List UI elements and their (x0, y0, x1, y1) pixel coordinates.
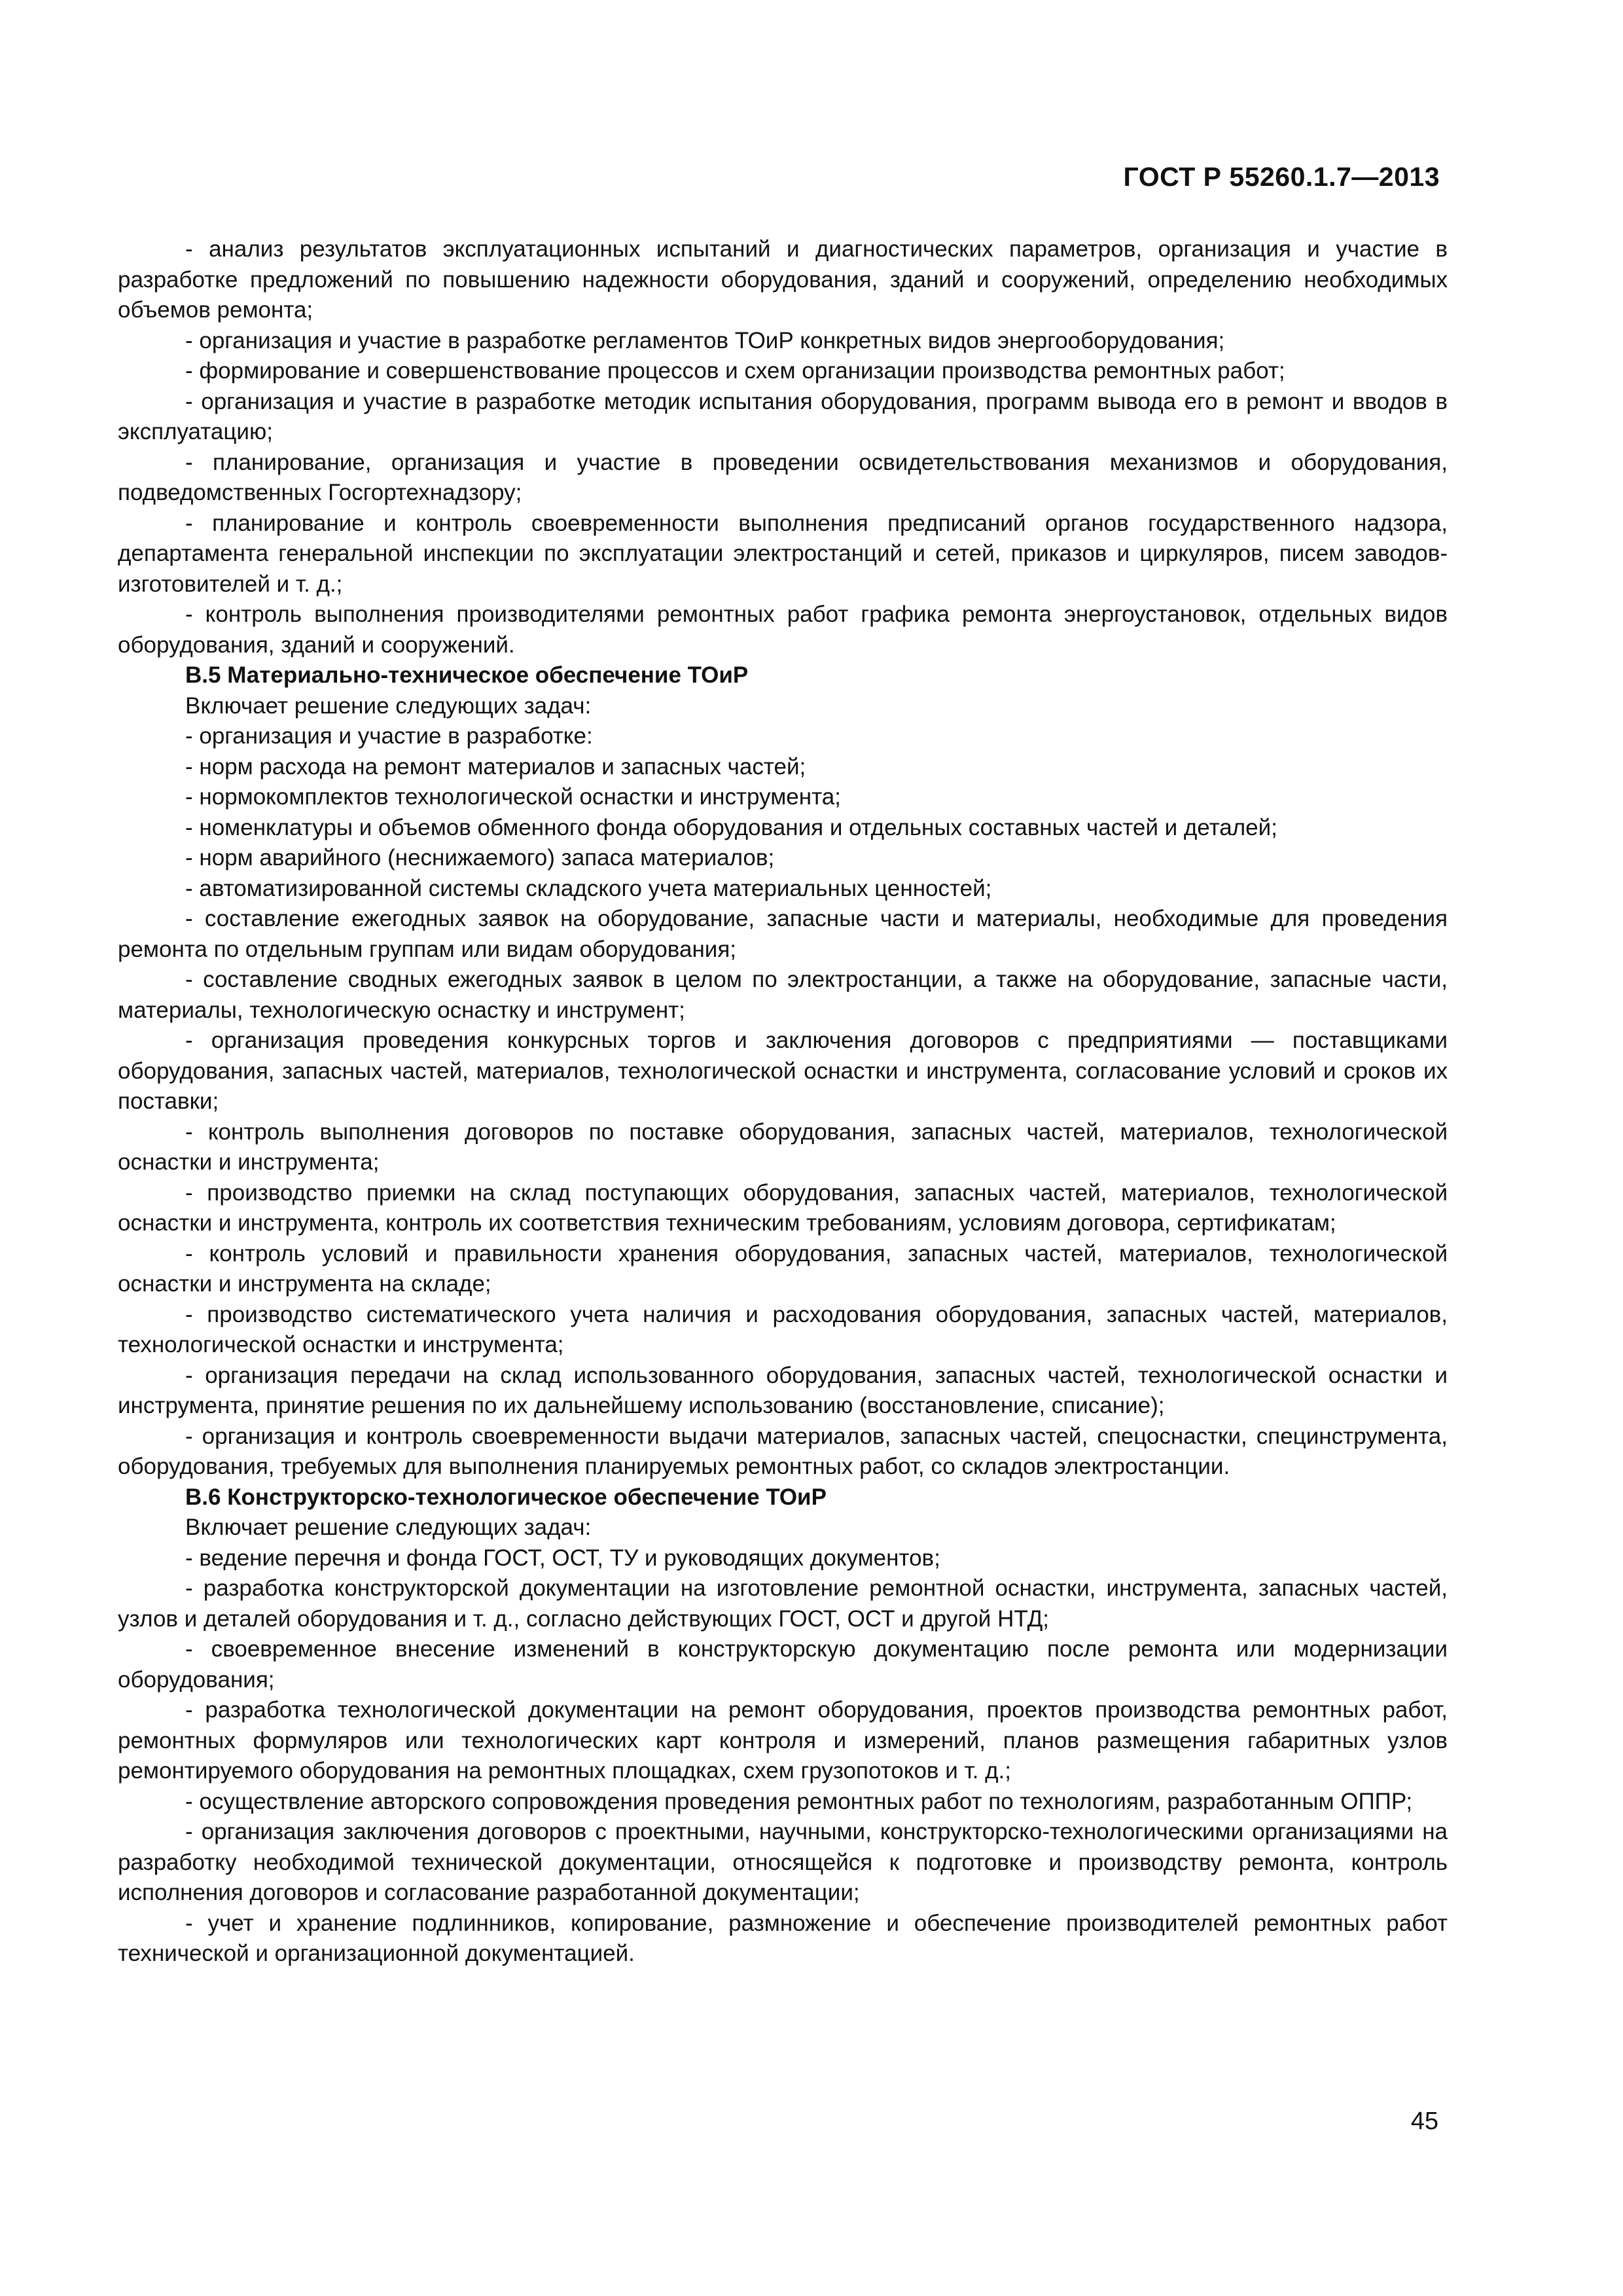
list-item: - планирование и контроль своевременности выполнения предписаний органов государственного надзора, департамента генеральной инспекции по эксплуатации электростанций и сетей, приказов и циркуляров, писем заводов-изготовителей и т. д.; (118, 510, 1448, 597)
list-item: - составление сводных ежегодных заявок в целом по электростанции, а также на оборудование, запасные части, материалы, технологическую оснастку и инструмент; (118, 967, 1448, 1023)
list-item: - норм аварийного (неснижаемого) запаса материалов; (185, 845, 775, 870)
list-item: - контроль выполнения договоров по поставке оборудования, запасных частей, материалов, технологической оснастки и инструмента; (118, 1119, 1448, 1175)
list-item: - номенклатуры и объемов обменного фонда оборудования и отдельных составных частей и деталей; (185, 814, 1277, 840)
list-item: - своевременное внесение изменений в конструкторскую документацию после ремонта или модернизации оборудования; (118, 1636, 1448, 1693)
list-item: - контроль выполнения производителями ремонтных работ графика ремонта энергоустановок, отдельных видов оборудования, зданий и сооружений. (118, 601, 1448, 658)
list-item: - организация и участие в разработке методик испытания оборудования, программ вывода его в ремонт и вводов в эксплуатацию; (118, 388, 1448, 444)
list-item: - планирование, организация и участие в проведении освидетельствования механизмов и оборудования, подведомственных Госгортехнадзору; (118, 449, 1448, 505)
list-item: - учет и хранение подлинников, копирование, размножение и обеспечение производителей ремонтных работ технической и организационной документацией. (118, 1910, 1448, 1966)
list-item: - норм расхода на ремонт материалов и запасных частей; (185, 753, 806, 780)
list-item: - разработка конструкторской документации на изготовление ремонтной оснастки, инструмента, запасных частей, узлов и деталей оборудования и т. д., согласно действующих ГОСТ, ОСТ и другой НТД; (118, 1575, 1448, 1632)
document-code: ГОСТ Р 55260.1.7—2013 (1123, 162, 1440, 192)
section-heading-b5: В.5 Материально-техническое обеспечение ТОиР (185, 662, 749, 688)
list-item: - производство приемки на склад поступающих оборудования, запасных частей, материалов, технологической оснастки и инструмента, контроль их соответствия техническим требованиям, условиям договора, сертификатам; (118, 1179, 1448, 1236)
list-item: - производство систематического учета наличия и расходования оборудования, запасных частей, материалов, технологической оснастки и инструмента; (118, 1301, 1448, 1357)
list-item: - организация и участие в разработке: (185, 723, 593, 749)
section-heading-b6: В.6 Конструкторско-технологическое обеспечение ТОиР (185, 1484, 827, 1510)
list-item: - разработка технологической документации на ремонт оборудования, проектов производства ремонтных работ, ремонтных формуляров или технологических карт контроля и измерений, планов размещения габаритных узлов ремонтируемого оборудования на ремонтных площадках, схем грузопотоков и т. д.; (118, 1697, 1448, 1784)
section-intro: Включает решение следующих задач: (185, 1515, 592, 1540)
list-item: - формирование и совершенствование процессов и схем организации производства ремонтных работ; (185, 358, 1285, 384)
list-item: - осуществление авторского сопровождения проведения ремонтных работ по технологиям, разработанным ОППР; (185, 1788, 1413, 1814)
section-intro: Включает решение следующих задач: (185, 692, 592, 719)
list-item: - организация передачи на склад использованного оборудования, запасных частей, технологической оснастки и инструмента, принятие решения по их дальнейшему использованию (восстановление, списание); (118, 1362, 1448, 1418)
list-item: - организация и контроль своевременности выдачи материалов, запасных частей, спецоснастки, специнструмента, оборудования, требуемых для выполнения планируемых ремонтных работ, со складов электростанции. (118, 1423, 1448, 1479)
list-item: - организация заключения договоров с проектными, научными, конструкторско-технологическими организациями на разработку необходимой технической документации, относящейся к подготовке и производству ремонта, контроль исполнения договоров и согласование разработанной документации; (118, 1819, 1448, 1905)
page-body (118, 234, 1448, 1969)
list-item: - ведение перечня и фонда ГОСТ, ОСТ, ТУ и руководящих документов; (185, 1545, 940, 1571)
list-item: - автоматизированной системы складского учета материальных ценностей; (185, 875, 992, 901)
list-item: - организация проведения конкурсных торгов и заключения договоров с предприятиями — поставщиками оборудования, запасных частей, материалов, технологической оснастки и инструмента, согласование условий и сроков их поставки; (118, 1028, 1448, 1114)
list-item: - анализ результатов эксплуатационных испытаний и диагностических параметров, организация и участие в разработке предложений по повышению надежности оборудования, зданий и сооружений, определению необходимых объемов ремонта; (118, 236, 1448, 323)
list-item: - нормокомплектов технологической оснастки и инструмента; (185, 784, 841, 810)
list-item: - составление ежегодных заявок на оборудование, запасные части и материалы, необходимые для проведения ремонта по отдельным группам или видам оборудования; (118, 906, 1448, 962)
page-number: 45 (1410, 2108, 1438, 2135)
list-item: - организация и участие в разработке регламентов ТОиР конкретных видов энергооборудования; (185, 327, 1225, 353)
list-item: - контроль условий и правильности хранения оборудования, запасных частей, материалов, технологической оснастки и инструмента на складе; (118, 1240, 1448, 1297)
